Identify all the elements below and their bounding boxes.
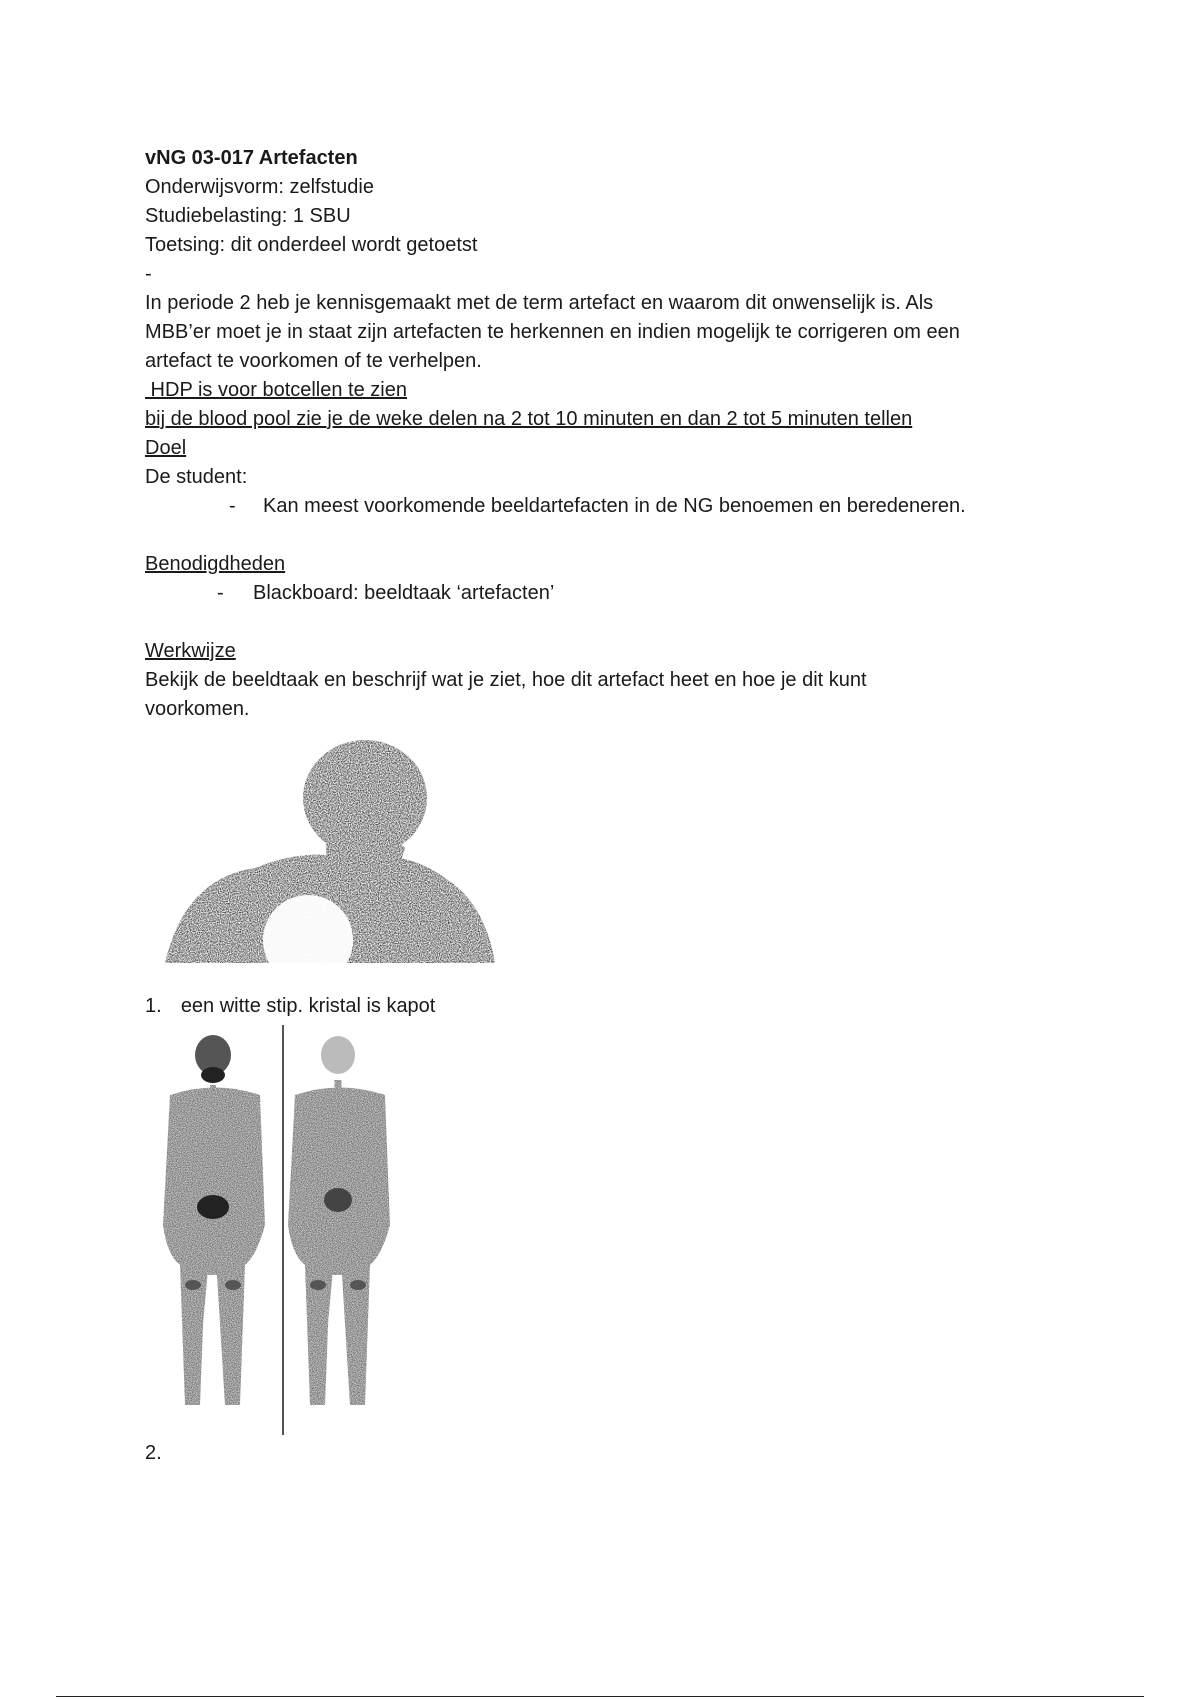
bullet-dash: -	[217, 582, 224, 604]
stray-dash: -	[145, 263, 152, 285]
footer-divider	[56, 1696, 1144, 1697]
meta-toetsing: Toetsing: dit onderdeel wordt getoetst	[145, 234, 478, 256]
section-heading-werkwijze: Werkwijze	[145, 640, 236, 662]
document-title: vNG 03-017 Artefacten	[145, 147, 358, 169]
intro-line-1: In periode 2 heb je kennisgemaakt met de term artefact en waarom dit onwenselijk is. Als	[145, 292, 934, 314]
werkwijze-line-1: Bekijk de beeldtaak en beschrijf wat je ziet, hoe dit artefact heet en hoe je dit kunt	[145, 669, 867, 691]
intro-line-2: MBB’er moet je in staat zijn artefacten te herkennen en indien mogelijk te corrigeren om een	[145, 321, 960, 343]
bullet-dash: -	[229, 495, 236, 517]
item-1-caption: een witte stip. kristal is kapot	[180, 995, 436, 1017]
werkwijze-line-2: voorkomen.	[145, 698, 250, 720]
section-heading-doel: Doel	[145, 437, 187, 459]
meta-onderwijsvorm: Onderwijsvorm: zelfstudie	[145, 176, 374, 198]
item-1-number: 1.	[145, 995, 162, 1017]
whole-body-bone-scan-image	[145, 1025, 415, 1435]
document-page	[145, 144, 1065, 1468]
doel-bullet-text: Kan meest voorkomende beeldartefacten in de NG benoemen en beredeneren.	[263, 495, 966, 517]
meta-studiebelasting: Studiebelasting: 1 SBU	[145, 205, 351, 227]
benodigdheden-bullet-text: Blackboard: beeldtaak ‘artefacten’	[253, 582, 555, 604]
item-2-number: 2.	[145, 1442, 162, 1464]
item-2	[145, 1439, 1065, 1468]
doel-bullet	[145, 492, 1065, 521]
intro-line-3: artefact te voorkomen of te verhelpen.	[145, 350, 482, 372]
section-heading-benodigdheden: Benodigdheden	[145, 553, 286, 575]
item-1	[145, 992, 1065, 1021]
scintigram-lateral-image	[145, 728, 515, 990]
doel-subject: De student:	[145, 466, 248, 488]
note-blood-pool: bij de blood pool zie je de weke delen na 2 tot 10 minuten en dan 2 tot 5 minuten tellen	[145, 408, 913, 430]
note-hdp: HDP is voor botcellen te zien	[145, 379, 407, 401]
benodigdheden-bullet	[145, 579, 1065, 608]
